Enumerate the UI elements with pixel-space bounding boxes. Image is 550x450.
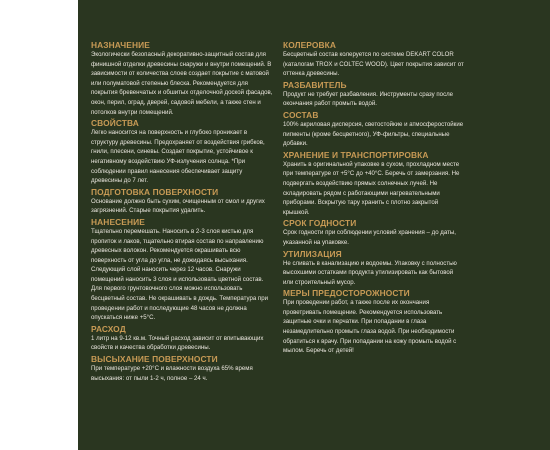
section-text: Хранить в оригинальной упаковке в сухом, прохладном месте при температуре от +5°С до +40°С. Беречь от замерзания. Не подвергать воздействию прямых солнечных лучей. Не складировать рядом с работающими нагревательными приборами. Вскрытую тару хранить с плотно закрытой крышкой.: [283, 160, 460, 216]
section-text: При температуре +20°С и влажности воздуха 65% время высыхания: от пыли 1-2 ч, полное – 24 ч.: [91, 365, 253, 382]
section-storage: [283, 150, 465, 218]
section-text: При проведении работ, а также после их окончания проветривать помещение. Рекомендуется использовать защитные очки и перчатки. При попадании в глаза незамедлительно промыть глаза водой. При необходимости обратиться к врачу. При попадании на кожу промыть водой с мылом. Беречь от детей!: [283, 299, 457, 355]
left-column: [91, 40, 273, 384]
section-text: Срок годности при соблюдении условий хранения – до даты, указанной на упаковке.: [283, 229, 456, 246]
section-thinner: [283, 80, 465, 109]
section-heading: РАЗБАВИТЕЛЬ: [283, 79, 347, 90]
section-heading: СРОК ГОДНОСТИ: [283, 218, 357, 229]
section-heading: РАСХОД: [91, 323, 126, 334]
section-text: Экологически безопасный декоративно-защитный состав для финишной отделки древесины снаружи и внутри помещений. В зависимости от количества слоев создает покрытие с матовой или полуматовой степенью блеска. Рекомендуется для покрытия бревенчатых и обшитых отделочной доской фасадов, окон, перил, оград, дверей, садовой мебели, а также стен и потолков внутри помещений.: [91, 51, 273, 116]
section-text: Тщательно перемешать. Наносить в 2-3 слоя кистью для пропиток и лаков, тщательно втирая состав по направлению древесных волокон. Рекомендуется окрашивать всю поверхность от угла до угла, не дожидаясь высыхания. Следующий слой наносить через 12 часов. Снаружи помещений наносить 3 слоя и использовать цветной состав. Для первого грунтовочного слоя можно использовать бесцветный состав. Не окрашивать в дождь. Температура при проведении работ и последующие 48 часов не должна опускаться ниже +5°С.: [91, 227, 269, 322]
section-application: [91, 217, 273, 323]
section-heading: ВЫСЫХАНИЕ ПОВЕРХНОСТИ: [91, 354, 218, 365]
section-composition: [283, 110, 465, 149]
right-column: [283, 40, 465, 357]
section-shelf-life: [283, 218, 465, 247]
section-text: Бесцветный состав колеруется по системе DEKART COLOR (каталогам TROX и COLTEC WOOD). Цвет покрытия зависит от оттенка древесины.: [283, 51, 464, 78]
section-heading: СОСТАВ: [283, 109, 319, 120]
section-heading: ПОДГОТОВКА ПОВЕРХНОСТИ: [91, 186, 219, 197]
section-text: 1 литр на 9-12 кв.м. Точный расход зависит от впитывающих свойств и качества обработки древесины.: [91, 334, 264, 352]
section-properties: [91, 118, 273, 186]
section-heading: МЕРЫ ПРЕДОСТОРОЖНОСТИ: [283, 288, 410, 299]
section-purpose: [91, 40, 273, 117]
section-text: Основание должно быть сухим, очищенным от смол и других загрязнений. Старые покрытия удалить.: [91, 197, 265, 215]
section-heading: НАНЕСЕНИЕ: [91, 216, 145, 227]
section-text: Легко наносится на поверхность и глубоко проникает в структуру древесины. Предохраняет от воздействия грибков, гнили, плесени, синевы. Создает покрытие, устойчивое к негативному воздействию УФ-излучения солнца. *При соблюдении правил нанесения обеспечивает защиту древесины до 7 лет.: [91, 129, 265, 185]
section-heading: НАЗНАЧЕНИЕ: [91, 40, 150, 50]
section-text: Не сливать в канализацию и водоемы. Упаковку с полностью высохшими остатками продукта утилизировать как бытовой или строительный мусор.: [283, 259, 457, 286]
section-text: Продукт не требует разбавления. Инструменты сразу после окончания работ промыть водой.: [283, 90, 454, 108]
section-heading: СВОЙСТВА: [91, 118, 139, 129]
section-drying: [91, 354, 273, 383]
section-heading: ХРАНЕНИЕ И ТРАНСПОРТИРОВКА: [283, 149, 429, 160]
section-heading: КОЛЕРОВКА: [283, 40, 336, 50]
section-surface-preparation: [91, 187, 273, 216]
section-tinting: [283, 40, 465, 79]
section-precautions: [283, 288, 465, 356]
section-text: 100% акриловая дисперсия, светостойкие и атмосферостойкие пигменты (кроме бесцветного), УФ-фильтры, специальные добавки.: [283, 120, 464, 148]
section-disposal: [283, 249, 465, 288]
section-consumption: [91, 324, 273, 353]
section-heading: УТИЛИЗАЦИЯ: [283, 248, 342, 259]
